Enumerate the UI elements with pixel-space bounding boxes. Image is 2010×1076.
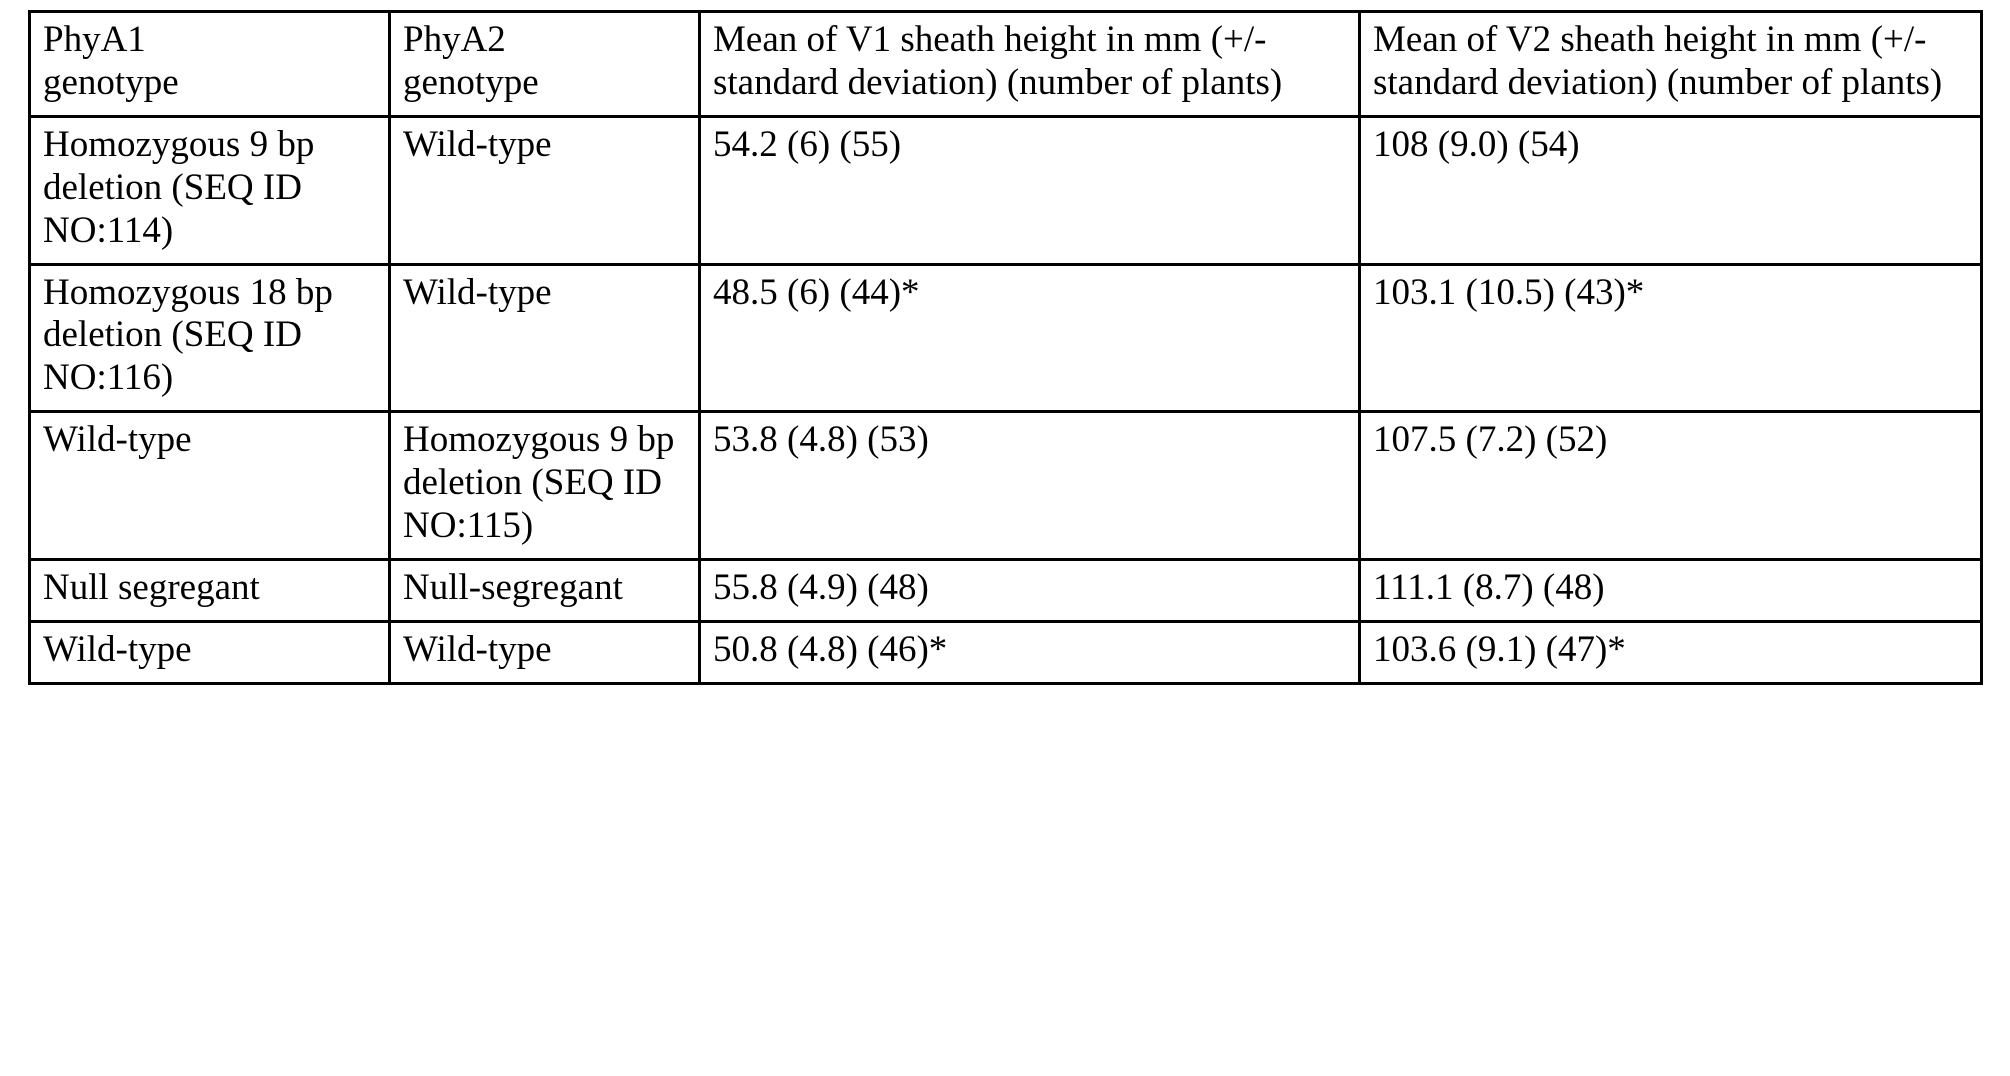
cell-v2-sheath-height: 107.5 (7.2) (52)	[1360, 412, 1982, 560]
table-row	[30, 264, 1982, 412]
column-header-phya2: PhyA2 genotype	[390, 12, 700, 117]
cell-phya1-genotype: Wild-type	[30, 621, 390, 683]
cell-phya2-genotype: Null-segregant	[390, 559, 700, 621]
cell-v2-sheath-height: 111.1 (8.7) (48)	[1360, 559, 1982, 621]
cell-v1-sheath-height: 48.5 (6) (44)*	[700, 264, 1360, 412]
cell-v1-sheath-height: 53.8 (4.8) (53)	[700, 412, 1360, 560]
cell-v2-sheath-height: 108 (9.0) (54)	[1360, 116, 1982, 264]
cell-phya1-genotype: Null segregant	[30, 559, 390, 621]
cell-v1-sheath-height: 50.8 (4.8) (46)*	[700, 621, 1360, 683]
table-row	[30, 621, 1982, 683]
table-row	[30, 559, 1982, 621]
column-header-phya1: PhyA1 genotype	[30, 12, 390, 117]
cell-phya1-genotype: Homozygous 9 bp deletion (SEQ ID NO:114)	[30, 116, 390, 264]
cell-v1-sheath-height: 54.2 (6) (55)	[700, 116, 1360, 264]
table-header-row	[30, 12, 1982, 117]
genotype-sheath-height-table	[28, 10, 1983, 685]
cell-phya1-genotype: Wild-type	[30, 412, 390, 560]
column-header-v1-sheath-height: Mean of V1 sheath height in mm (+/- standard deviation) (number of plants)	[700, 12, 1360, 117]
cell-phya2-genotype: Wild-type	[390, 264, 700, 412]
column-header-v2-sheath-height: Mean of V2 sheath height in mm (+/- standard deviation) (number of plants)	[1360, 12, 1982, 117]
cell-phya1-genotype: Homozygous 18 bp deletion (SEQ ID NO:116)	[30, 264, 390, 412]
cell-phya2-genotype: Homozygous 9 bp deletion (SEQ ID NO:115)	[390, 412, 700, 560]
cell-v2-sheath-height: 103.1 (10.5) (43)*	[1360, 264, 1982, 412]
cell-v2-sheath-height: 103.6 (9.1) (47)*	[1360, 621, 1982, 683]
cell-phya2-genotype: Wild-type	[390, 621, 700, 683]
cell-phya2-genotype: Wild-type	[390, 116, 700, 264]
cell-v1-sheath-height: 55.8 (4.9) (48)	[700, 559, 1360, 621]
table-row	[30, 412, 1982, 560]
table-row	[30, 116, 1982, 264]
